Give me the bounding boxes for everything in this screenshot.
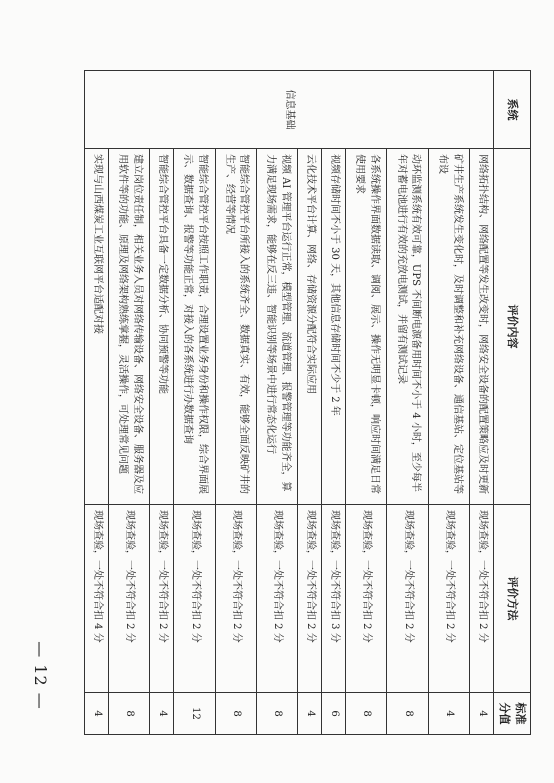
score-cell: 4: [85, 693, 109, 735]
category-cell: 信息基础: [85, 71, 494, 149]
method-cell: 现场查验，一处不符合扣 2 分: [298, 505, 322, 693]
evaluation-table-wrapper: [84, 70, 531, 734]
method-cell: 现场查验，一处不符合扣 2 分: [150, 505, 174, 693]
method-cell: 现场查验，一处不符合扣 2 分: [428, 505, 469, 693]
table-header-row: [494, 71, 531, 735]
content-cell: 矿井生产系统发生变化时，及时调整和补充网络设备、通信基站、定位基站等布设: [428, 149, 469, 505]
evaluation-table: [84, 70, 531, 735]
method-cell: 现场查验，一处不符合扣 2 分: [470, 505, 494, 693]
score-cell: 4: [470, 693, 494, 735]
table-row: [85, 71, 109, 735]
header-content: 评价内容: [494, 149, 531, 505]
content-cell: 建立岗位责任制，相关业务人员对网络传输设备、网络安全设备、服务器及应用软件等的功能、原理及网络架构熟练掌握，灵活操作，可处理常见问题: [108, 149, 149, 505]
table-row: [428, 71, 469, 735]
score-cell: 8: [215, 693, 256, 735]
method-cell: 现场查验，一处不符合扣 2 分: [215, 505, 256, 693]
content-cell: 动环监测系统有效可靠，UPS 不间断电源备用时间不小于 4 小时，至少每半年对蓄电池进行有效的充放电测试，并留有测试记录: [387, 149, 428, 505]
content-cell: 网络拓扑结构、网络配置等发生改变时，网络安全设备的配置策略应及时更新: [470, 149, 494, 505]
header-score: 标准分值: [494, 693, 531, 735]
score-cell: 8: [346, 693, 387, 735]
content-cell: 智能综合管控平台具备一定数据分析、协同预警等功能: [150, 149, 174, 505]
table-row: [215, 71, 256, 735]
table-row: [108, 71, 149, 735]
method-cell: 现场查验，一处不符合扣 2 分: [174, 505, 215, 693]
table-row: [470, 71, 494, 735]
score-cell: 4: [298, 693, 322, 735]
score-cell: 6: [322, 693, 346, 735]
score-cell: 8: [257, 693, 298, 735]
content-cell: 智能综合管控平台按照工作职责，合理设置业务身份和操作权限，综合界面展示、数据查询、报警等功能正常，对接入的各系统进行办数据查询: [174, 149, 215, 505]
table-row: [257, 71, 298, 735]
method-cell: 现场查验，一处不符合扣 2 分: [108, 505, 149, 693]
table-row: [150, 71, 174, 735]
content-cell: 云化技术平台计算、网络、存储资源分配符合实际应用: [298, 149, 322, 505]
table-row: [298, 71, 322, 735]
score-cell: 4: [150, 693, 174, 735]
table-row: [322, 71, 346, 735]
score-cell: 8: [108, 693, 149, 735]
method-cell: 现场查验，一处不符合扣 2 分: [346, 505, 387, 693]
header-system: 系统: [494, 71, 531, 149]
rotated-table-container: [84, 70, 531, 734]
method-cell: 现场查验，一处不符合扣 3 分: [322, 505, 346, 693]
score-cell: 4: [428, 693, 469, 735]
table-row: [346, 71, 387, 735]
content-cell: 实现与山西煤炭工业互联网平台适配对接: [85, 149, 109, 505]
table-row: [387, 71, 428, 735]
score-cell: 8: [387, 693, 428, 735]
content-cell: 视频存储时间不小于 30 天，其他信息存储时间不少于 2 年: [322, 149, 346, 505]
table-row: [174, 71, 215, 735]
method-cell: 现场查验，一处不符合扣 4 分: [85, 505, 109, 693]
score-cell: 12: [174, 693, 215, 735]
page-number: — 12 —: [30, 640, 50, 710]
content-cell: 智能综合管控平台所接入的系统齐全、数据真实、有效，能够全面反映矿井的生产、经营等情况: [215, 149, 256, 505]
content-cell: 各系统操作界面数据读取、调阅、展示、操作无明显卡顿，响应时间满足日常使用要求: [346, 149, 387, 505]
content-cell: 视频 AI 管理平台运行正常，模型管理、流道管理、报警管理等功能齐全，算力满足现场需求，能够在反三违、智能识别等场景中进行常态化运行: [257, 149, 298, 505]
method-cell: 现场查验，一处不符合扣 2 分: [257, 505, 298, 693]
header-method: 评价方法: [494, 505, 531, 693]
method-cell: 现场查验，一处不符合扣 2 分: [387, 505, 428, 693]
